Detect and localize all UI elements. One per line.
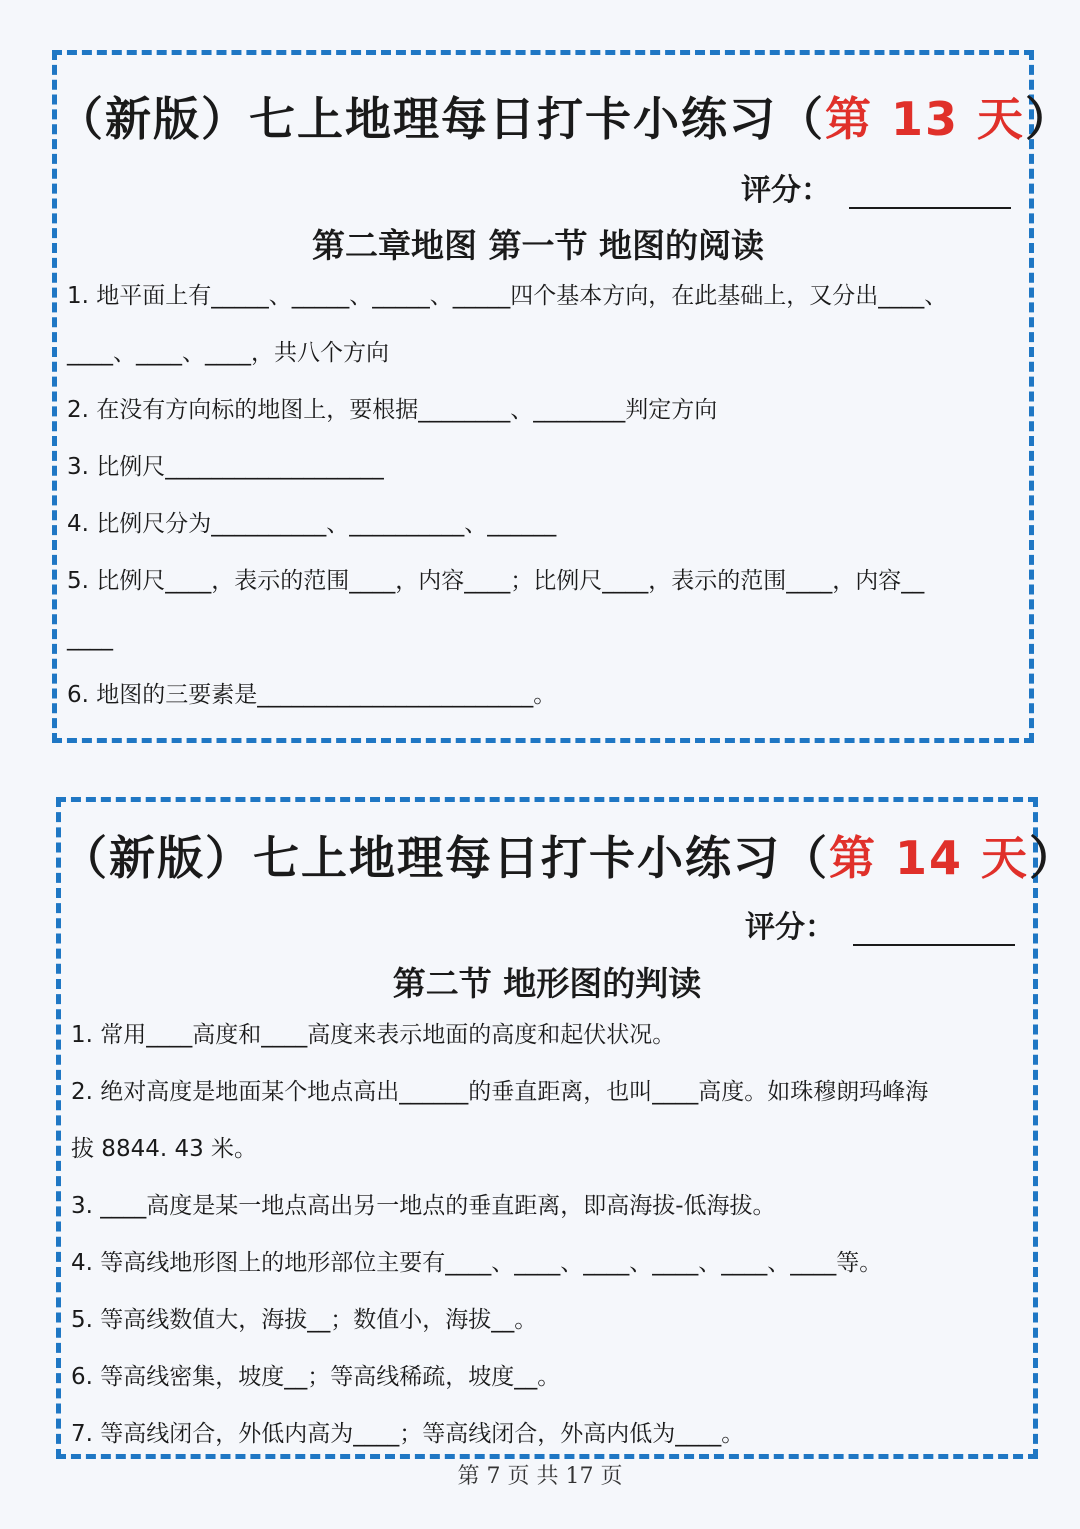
title-day: 第 14 天 bbox=[829, 831, 1030, 885]
worksheet-card-day13 bbox=[52, 50, 1074, 743]
title-suffix: ） bbox=[1029, 831, 1078, 885]
question-line: 拔 8844. 43 米。 bbox=[71, 1136, 258, 1162]
question-line: ____ bbox=[67, 625, 113, 651]
score-field bbox=[745, 902, 1015, 946]
title-suffix: ） bbox=[1025, 92, 1074, 146]
score-label: 评分： bbox=[745, 910, 835, 945]
score-label: 评分： bbox=[741, 173, 831, 208]
question-line: 6. 等高线密集，坡度__；等高线稀疏，坡度__。 bbox=[71, 1364, 561, 1390]
section-subtitle: 第二节 地形图的判读 bbox=[392, 964, 702, 1003]
question-line: 3. ____高度是某一地点高出另一地点的垂直距离，即高海拔-低海拔。 bbox=[71, 1193, 776, 1219]
question-line: 2. 绝对高度是地面某个地点高出______的垂直距离，也叫____高度。如珠穆朗玛峰海 bbox=[71, 1079, 929, 1105]
question-line: 5. 比例尺____，表示的范围____，内容____；比例尺____，表示的范围____，内容__ bbox=[67, 568, 925, 594]
question-line: 1. 常用____高度和____高度来表示地面的高度和起伏状况。 bbox=[71, 1022, 676, 1048]
question-line: 4. 比例尺分为__________、__________、______ bbox=[67, 511, 557, 537]
worksheet-card-day14 bbox=[56, 797, 1078, 1459]
score-blank[interactable] bbox=[853, 918, 1015, 946]
worksheet-title bbox=[61, 822, 1078, 888]
question-line: 6. 地图的三要素是________________________。 bbox=[67, 682, 557, 708]
question-line: 2. 在没有方向标的地图上，要根据________、________判定方向 bbox=[67, 397, 718, 423]
question-line: 4. 等高线地形图上的地形部位主要有____、____、____、____、____、____等。 bbox=[71, 1250, 883, 1276]
question-line: ____、____、____，共八个方向 bbox=[67, 340, 389, 366]
title-day: 第 13 天 bbox=[825, 92, 1026, 146]
title-prefix: （新版）七上地理每日打卡小练习（ bbox=[61, 831, 829, 885]
question-line: 5. 等高线数值大，海拔__；数值小，海拔__。 bbox=[71, 1307, 538, 1333]
question-line: 3. 比例尺___________________ bbox=[67, 454, 384, 480]
page-number-footer: 第 7 页 共 17 页 bbox=[457, 1464, 623, 1489]
score-field bbox=[741, 165, 1011, 209]
worksheet-title bbox=[57, 83, 1074, 149]
section-subtitle: 第二章地图 第一节 地图的阅读 bbox=[312, 226, 764, 265]
question-line: 1. 地平面上有_____、_____、_____、_____四个基本方向，在此基础上，又分出____、 bbox=[67, 283, 948, 309]
question-line: 7. 等高线闭合，外低内高为____；等高线闭合，外高内低为____。 bbox=[71, 1421, 745, 1447]
score-blank[interactable] bbox=[849, 181, 1011, 209]
title-prefix: （新版）七上地理每日打卡小练习（ bbox=[57, 92, 825, 146]
